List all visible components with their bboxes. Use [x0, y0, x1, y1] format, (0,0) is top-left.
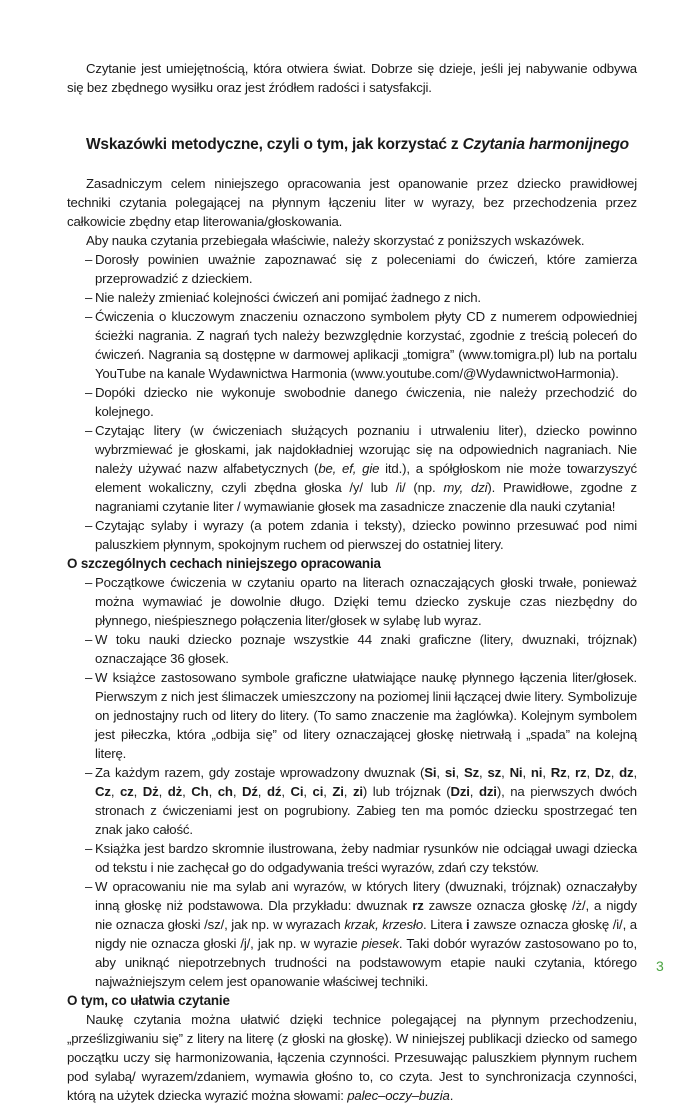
document-page	[67, 59, 637, 1105]
features-list	[67, 573, 637, 991]
bold-grapheme: Dz	[594, 765, 611, 780]
dash-bullet: –	[85, 841, 93, 856]
text-run: zawsze oznacza głoskę /i/, a nigdy nie oznacza głoski /j/, jak np. w wyrazie	[95, 917, 637, 951]
list-item-text: Początkowe ćwiczenia w czytaniu oparto na literach oznaczających głoski trwałe, ponieważ można wymawiać je dowolnie długo. Dzięki temu dziecko zyskuje czas niezbędny do płynnego, nieśpiesznego połączenia liter/głosek w sylabę lub wyraz.	[95, 575, 637, 628]
list-item-text: Dopóki dziecko nie wykonuje swobodnie danego ćwiczenia, nie należy przechodzić do kolejnego.	[95, 385, 637, 419]
reading-aid-paragraph	[67, 1010, 637, 1105]
dash-bullet: –	[85, 290, 93, 305]
bold-grapheme: Dź	[241, 784, 258, 799]
section-heading-reading-aid: O tym, co ułatwia czytanie	[67, 993, 230, 1008]
list-item	[85, 668, 637, 763]
dash-bullet: –	[85, 765, 93, 780]
bold-grapheme: Dż	[142, 784, 159, 799]
bold-grapheme: sz	[487, 765, 502, 780]
bold-grapheme: Ch	[191, 784, 209, 799]
bold-grapheme: si	[444, 765, 456, 780]
text-run: itd.), a spółgłoskom nie może towarzyszyć element wokaliczny, czyli zbędna głoska /y/ lub /i/ (np.	[95, 461, 637, 495]
page-number: 3	[656, 958, 664, 974]
italic-example: my, dzi	[443, 480, 488, 495]
bold-grapheme: Ni	[509, 765, 523, 780]
list-item-text: Dorosły powinien uważnie zapoznawać się z poleceniami do ćwiczeń, które zamierza przeprowadzić z dzieckiem.	[95, 252, 637, 286]
list-item	[85, 307, 637, 383]
guidelines-paragraph-2: Aby nauka czytania przebiegała właściwie, należy skorzystać z poniższych wskazówek.	[86, 233, 585, 248]
bold-grapheme: Sz	[463, 765, 480, 780]
bold-grapheme: ci	[312, 784, 324, 799]
dash-bullet: –	[85, 309, 93, 324]
bold-grapheme: rz	[575, 765, 587, 780]
bold-grapheme: dzi	[478, 784, 497, 799]
italic-example: piesek	[361, 936, 399, 951]
bold-grapheme: Rz	[550, 765, 567, 780]
list-item	[85, 250, 637, 288]
guidelines-list	[67, 250, 637, 554]
list-item	[85, 763, 638, 839]
list-item-text: Ćwiczenia o kluczowym znaczeniu oznaczono symbolem płyty CD z numerem odpowiedniej ścieżki nagrania. Z nagrań tych należy bezwzględnie korzystać, zgodnie z treścią poleceń do ćwiczeń. Nagrania są dostępne w darmowej aplikacji „tomigra” (www.tomigra.pl) lub na portalu YouTube na kanale Wydawnictwa Harmonia (www.youtube.com/@WydawnictwoHarmonia).	[95, 309, 637, 381]
section-heading-features: O szczególnych cechach niniejszego opracowania	[67, 556, 381, 571]
bold-grapheme: Ci	[290, 784, 304, 799]
book-title: Czytania harmonijnego	[462, 136, 629, 153]
intro-paragraph: Czytanie jest umiejętnością, która otwiera świat. Dobrze się dzieje, jeśli jej nabywanie odbywa się bez zbędnego wysiłku oraz jest źródłem radości i satysfakcji.	[67, 61, 637, 95]
text-run: zawsze oznacza głoskę /ż/, a nigdy nie oznacza głoski /sz/, jak np. w wyrazach	[95, 898, 637, 932]
list-item	[85, 288, 637, 307]
dash-bullet: –	[85, 575, 93, 590]
list-item	[85, 839, 637, 877]
dash-bullet: –	[85, 423, 93, 438]
italic-phrase: palec–oczy–buzia	[347, 1088, 450, 1103]
bold-letter: i	[466, 917, 470, 932]
bold-grapheme: cz	[119, 784, 134, 799]
text-run: Czytając litery (w ćwiczeniach służących poznaniu i utrwaleniu liter), dziecko powinno wybrzmiewać je głoskami, jak najdokładniej wzorując się na odpowiednich nagraniach. Nie należy używać nazw alfabetycznych (	[95, 423, 637, 476]
text-run: Naukę czytania można ułatwić dzięki technice polegającej na płynnym przechodzeniu, „prześlizgiwaniu się” z litery na literę (z głoski na głoskę). W niniejszej publikacji dziecko od samego początku uczy się harmonizowania, łączenia czynności. Przesuwając paluszkiem płynnym ruchem pod sylabą/ wyrazem/zdaniem, wymawia głośno to, co czyta. Jest to synchronizacja czynności, którą na użytek dziecka wyrazić można słowami:	[67, 1012, 637, 1103]
trigraph-list: Dzi, dzi	[450, 784, 497, 799]
digraph-list: Si, si, Sz, sz, Ni, ni, Rz, rz, Dz, dz, Cz, cz, Dż, dż, Ch, ch, Dź, dź, Ci, ci, Zi, zi	[95, 765, 638, 799]
guidelines-paragraph-1: Zasadniczym celem niniejszego opracowania jest opanowanie przez dziecko prawidłowej techniki czytania polegającej na płynnym łączeniu liter w wyrazy, bez przechodzenia przez całkowicie zbędny etap literowania/głoskowania.	[67, 176, 637, 229]
dash-bullet: –	[85, 252, 93, 267]
section-heading-guidelines	[86, 135, 637, 155]
bold-grapheme: zi	[352, 784, 363, 799]
bold-grapheme: dż	[167, 784, 183, 799]
dash-bullet: –	[85, 518, 93, 533]
list-item-text: Książka jest bardzo skromnie ilustrowana, żeby nadmiar rysunków nie odciągał uwagi dziecka od tekstu i nie zachęcał go do odgadywania treści wyrazów, zdań czy tekstów.	[95, 841, 637, 875]
italic-example: krzak, krzesło	[344, 917, 424, 932]
italic-example: be, ef, gie	[318, 461, 380, 476]
dash-bullet: –	[85, 879, 93, 894]
text-run: . Taki dobór wyrazów zastosowano po to, aby uniknąć niepotrzebnych trudności na podstawowym etapie nauki czytania, którego najważniejszym celem jest opanowanie właściwej techniki.	[95, 936, 637, 989]
bold-grapheme: ni	[530, 765, 543, 780]
text-run: ), na pierwszych dwóch stronach z ćwiczeniami jest on pogrubiony. Zabieg ten ma pomóc dziecku spostrzegać ten znak jako całość.	[95, 784, 637, 837]
text-run: ) lub trójznak (	[362, 784, 451, 799]
text-run: . Litera	[423, 917, 467, 932]
bold-grapheme: Zi	[332, 784, 344, 799]
bold-grapheme: dz	[619, 765, 634, 780]
list-item-text: Nie należy zmieniać kolejności ćwiczeń ani pomijać żadnego z nich.	[95, 290, 481, 305]
list-item	[85, 421, 637, 516]
list-item	[85, 573, 637, 630]
text-run: .	[449, 1088, 454, 1103]
bold-grapheme: Si	[424, 765, 437, 780]
bold-digraph: rz	[412, 898, 424, 913]
list-item	[85, 877, 637, 991]
list-item	[85, 630, 637, 668]
text-run: Za każdym razem, gdy zostaje wprowadzony dwuznak (	[95, 765, 425, 780]
heading-text: Wskazówki metodyczne, czyli o tym, jak korzystać z	[86, 136, 463, 153]
dash-bullet: –	[85, 670, 93, 685]
list-item-text: W książce zastosowano symbole graficzne ułatwiające naukę płynnego łączenia liter/głosek. Pierwszym z nich jest ślimaczek umieszczony na poziomej linii łączącej dwie litery. Symbolizuje on jednostajny ruch od litery do litery. (To samo znaczenie ma żaglówka). Kolejnym symbolem jest piłeczka, która „odbija się” od litery oznaczającej głoskę nietrwałą i „spada” na kolejną literę.	[95, 670, 637, 761]
bold-grapheme: ch	[217, 784, 233, 799]
bold-grapheme: Cz	[95, 784, 111, 799]
text-run: ). Prawidłowe, zgodne z nagraniami czytanie liter / wymawianie głosek ma zasadnicze znaczenie dla nauki czytania!	[95, 480, 637, 514]
list-item-text: Czytając sylaby i wyrazy (a potem zdania i teksty), dziecko powinno przesuwać pod nimi paluszkiem płynnym, spokojnym ruchem od pierwszej do ostatniej litery.	[95, 518, 637, 552]
text-run: W opracowaniu nie ma sylab ani wyrazów, w których litery (dwuznaki, trójznak) oznaczałyby inną głoskę niż podstawowa. Dla przykładu: dwuznak	[95, 879, 637, 913]
dash-bullet: –	[85, 632, 93, 647]
list-item	[85, 516, 637, 554]
dash-bullet: –	[85, 385, 93, 400]
list-item-text: W toku nauki dziecko poznaje wszystkie 44 znaki graficzne (litery, dwuznaki, trójznak) oznaczające 36 głosek.	[95, 632, 637, 666]
bold-grapheme: Dzi	[450, 784, 470, 799]
bold-grapheme: dź	[266, 784, 282, 799]
list-item	[85, 383, 637, 421]
